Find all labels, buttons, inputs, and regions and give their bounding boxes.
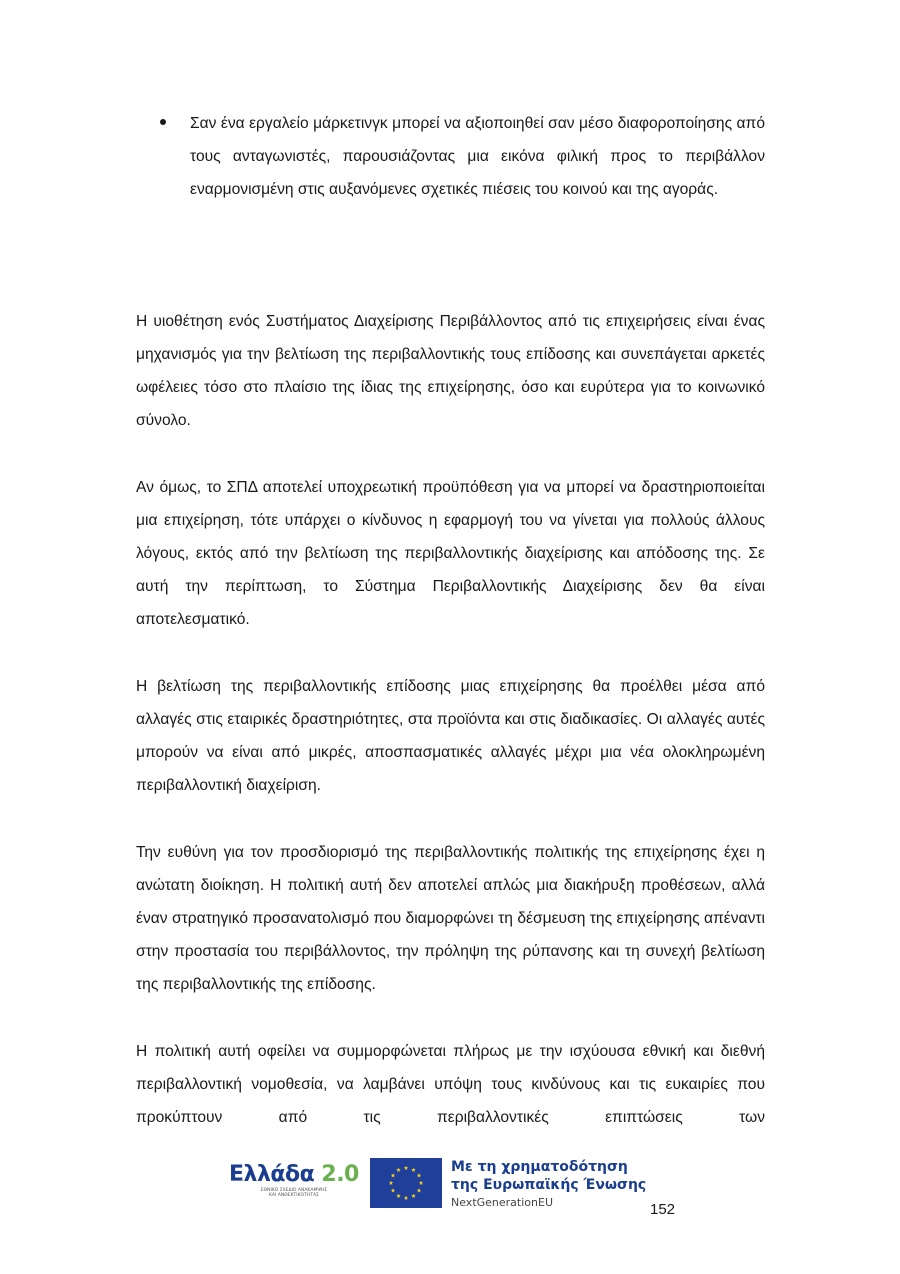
greece-logo-subtitle-2: ΚΑΙ ΑΝΘΕΚΤΙΚΟΤΗΤΑΣ (268, 1193, 319, 1198)
page-footer (0, 1150, 900, 1240)
next-generation-eu-label: NextGenerationEU (451, 1196, 553, 1209)
eu-funding-notice (451, 1158, 646, 1211)
greece-2-0-logo (229, 1162, 359, 1198)
greece-logo-text: Ελλάδα (229, 1162, 315, 1187)
bullet-dot-icon (160, 119, 166, 125)
bullet-text: Σαν ένα εργαλείο μάρκετινγκ μπορεί να αξιοποιηθεί σαν μέσο διαφοροποίησης από τους ανταγωνιστές, παρουσιάζοντας μια εικόνα φιλική προς το περιβάλλον εναρμονισμένη στις αυξανόμενες σχετικές πιέσεις του κοινού και της αγοράς. (190, 115, 765, 198)
paragraph-5: Η πολιτική αυτή οφείλει να συμμορφώνεται πλήρως με την ισχύουσα εθνική και διεθνή περιβαλλοντική νομοθεσία, να λαμβάνει υπόψη τους κινδύνους και τις ευκαιρίες που προκύπτουν από τις περιβαλλοντικές επιπτώσεις των (136, 1043, 765, 1126)
greece-logo-version: 2.0 (321, 1162, 359, 1187)
eu-funding-line-1: Με τη χρηματοδότηση (451, 1159, 628, 1175)
paragraph-2: Αν όμως, το ΣΠΔ αποτελεί υποχρεωτική προϋπόθεση για να μπορεί να δραστηριοποιείται μια επιχείρηση, τότε υπάρχει ο κίνδυνος η εφαρμογή του να γίνεται για πολλούς άλλους λόγους, εκτός από την βελτίωση της περιβαλλοντικής διαχείρισης και απόδοσης της. Σε αυτή την περίπτωση, το Σύστημα Περιβαλλοντικής Διαχείρισης δεν θα είναι αποτελεσματικό. (136, 479, 765, 628)
eu-funding-line-2: της Ευρωπαϊκής Ένωσης (451, 1177, 647, 1193)
page-number: 152 (650, 1201, 676, 1218)
paragraph-1: Η υιοθέτηση ενός Συστήματος Διαχείρισης Περιβάλλοντος από τις επιχειρήσεις είναι ένας μηχανισμός για την βελτίωση της περιβαλλοντικής τους επίδοσης και συνεπάγεται αρκετές ωφέλειες τόσο στο πλαίσιο της ίδιας της επιχείρησης, όσο και ευρύτερα για το κοινωνικό σύνολο. (136, 313, 765, 429)
greece-logo-subtitle-1: ΕΘΝΙΚΟ ΣΧΕΔΙΟ ΑΝΑΚΑΜΨΗΣ (260, 1188, 328, 1193)
paragraph-4: Την ευθύνη για τον προσδιορισμό της περιβαλλοντικής πολιτικής της επιχείρησης έχει η ανώτατη διοίκηση. Η πολιτική αυτή δεν αποτελεί απλώς μια διακήρυξη προθέσεων, αλλά έναν στρατηγικό προσανατολισμό που διαμορφώνει τη δέσμευση της επιχείρησης απέναντι στην προστασία του περιβάλλοντος, την πρόληψη της ρύπανσης και τη συνεχή βελτίωση της περιβαλλοντικής της επίδοσης. (136, 844, 765, 993)
paragraph-3: Η βελτίωση της περιβαλλοντικής επίδοσης μιας επιχείρησης θα προέλθει μέσα από αλλαγές στις εταιρικές δραστηριότητες, στα προϊόντα και στις διαδικασίες. Οι αλλαγές αυτές μπορούν να είναι από μικρές, αποσπασματικές αλλαγές μέχρι μια νέα ολοκληρωμένη περιβαλλοντική διαχείριση. (136, 678, 765, 794)
eu-flag-icon (370, 1158, 442, 1208)
bullet-list-item (160, 107, 765, 206)
